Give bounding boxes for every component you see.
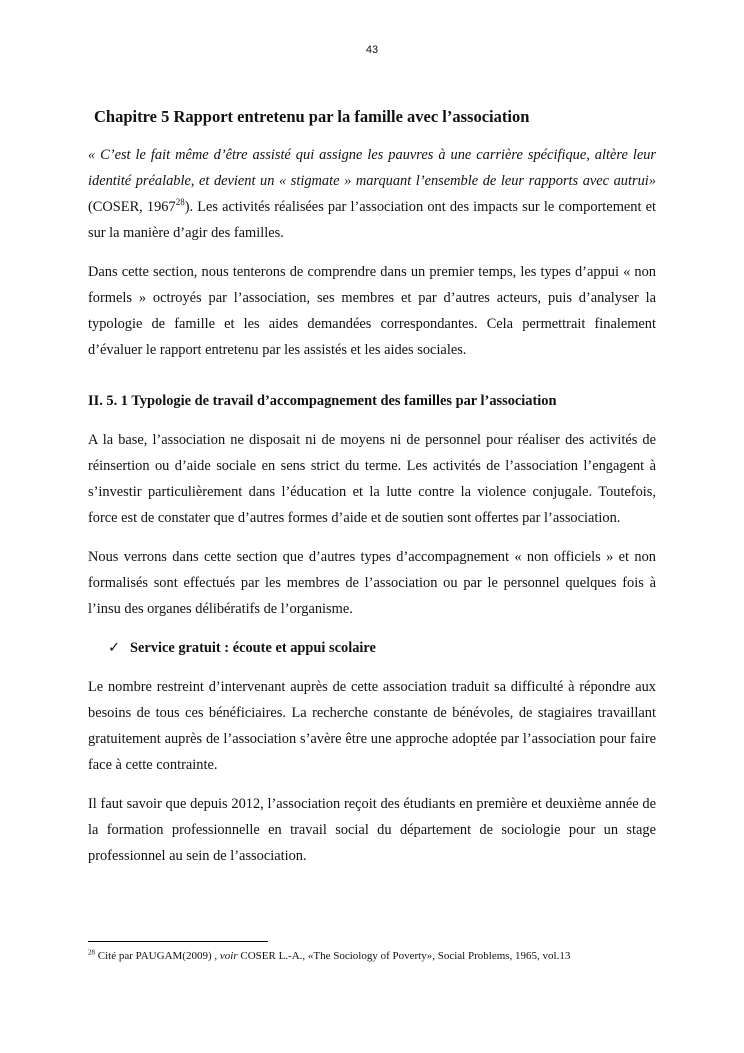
- footnote: [88, 948, 668, 964]
- footnote-number: 28: [88, 948, 95, 957]
- paragraph-non-official: Nous verrons dans cette section que d’autres types d’accompagnement « non officiels » et non formalisés sont effectués par les membres de l’association ou par le personnel quelques fois à l’insu des organes délibératifs de l’organisme.: [88, 549, 656, 617]
- bullet-service-gratuit: [108, 635, 656, 661]
- page-content: [88, 104, 656, 882]
- footnote-reference[interactable]: 28: [175, 197, 185, 208]
- footnote-voir: voir: [219, 950, 238, 962]
- chapter-title: Chapitre 5 Rapport entretenu par la famille avec l’association: [94, 107, 530, 126]
- paragraph-base: A la base, l’association ne disposait ni de moyens ni de personnel pour réaliser des activités de réinsertion ou d’aide sociale en sens strict du terme. Les activités de l’association l’engagent à s’investir particulièrement dans l’éducation et la lutte contre la violence conjugale. Toutefois, force est de constater que d’autres formes d’aide et de soutien sont offertes par l’association.: [88, 432, 656, 526]
- citation: (COSER, 1967: [88, 199, 176, 215]
- footnote-divider: [88, 941, 268, 942]
- coser-quote: « C’est le fait même d’être assisté qui assigne les pauvres à une carrière spécifique, altère leur identité préalable, et devient un « stigmate » marquant l’ensemble de leur rapports avec autrui»: [88, 147, 656, 189]
- checkmark-icon: ✓: [108, 640, 121, 656]
- intro-paragraph: [88, 142, 656, 246]
- bullet-text: Service gratuit : écoute et appui scolaire: [130, 640, 376, 656]
- paragraph-volunteers: Le nombre restreint d’intervenant auprès de cette association traduit sa difficulté à répondre aux besoins de tous ces bénéficiaires. La recherche constante de bénévoles, de stagiaires travaillant gratuitement auprès de l’association s’avère être une approche adoptée par l’association pour faire face à cette contrainte.: [88, 679, 656, 773]
- section-heading: II. 5. 1 Typologie de travail d’accompagnement des familles par l’association: [88, 393, 557, 409]
- page-number: 43: [365, 44, 379, 56]
- footnote-text-post: COSER L.-A., «The Sociology of Poverty», Social Problems, 1965, vol.13: [237, 950, 571, 962]
- paragraph-section-intro: Dans cette section, nous tenterons de comprendre dans un premier temps, les types d’appui « non formels » octroyés par l’association, ses membres et par d’autres acteurs, puis d’analyser la typologie de famille et les aides demandées correspondantes. Cela permettrait finalement d’évaluer le rapport entretenu par les assistés et les aides sociales.: [88, 264, 656, 358]
- paragraph-students: Il faut savoir que depuis 2012, l’association reçoit des étudiants en première et deuxième année de la formation professionnelle en travail social du département de sociologie pour un stage professionnel au sein de l’association.: [88, 796, 656, 864]
- intro-rest: ). Les activités réalisées par l’association ont des impacts sur le comportement et sur la manière d’agir des familles.: [88, 199, 656, 241]
- footnote-text-pre: Cité par PAUGAM(2009) ,: [95, 950, 220, 962]
